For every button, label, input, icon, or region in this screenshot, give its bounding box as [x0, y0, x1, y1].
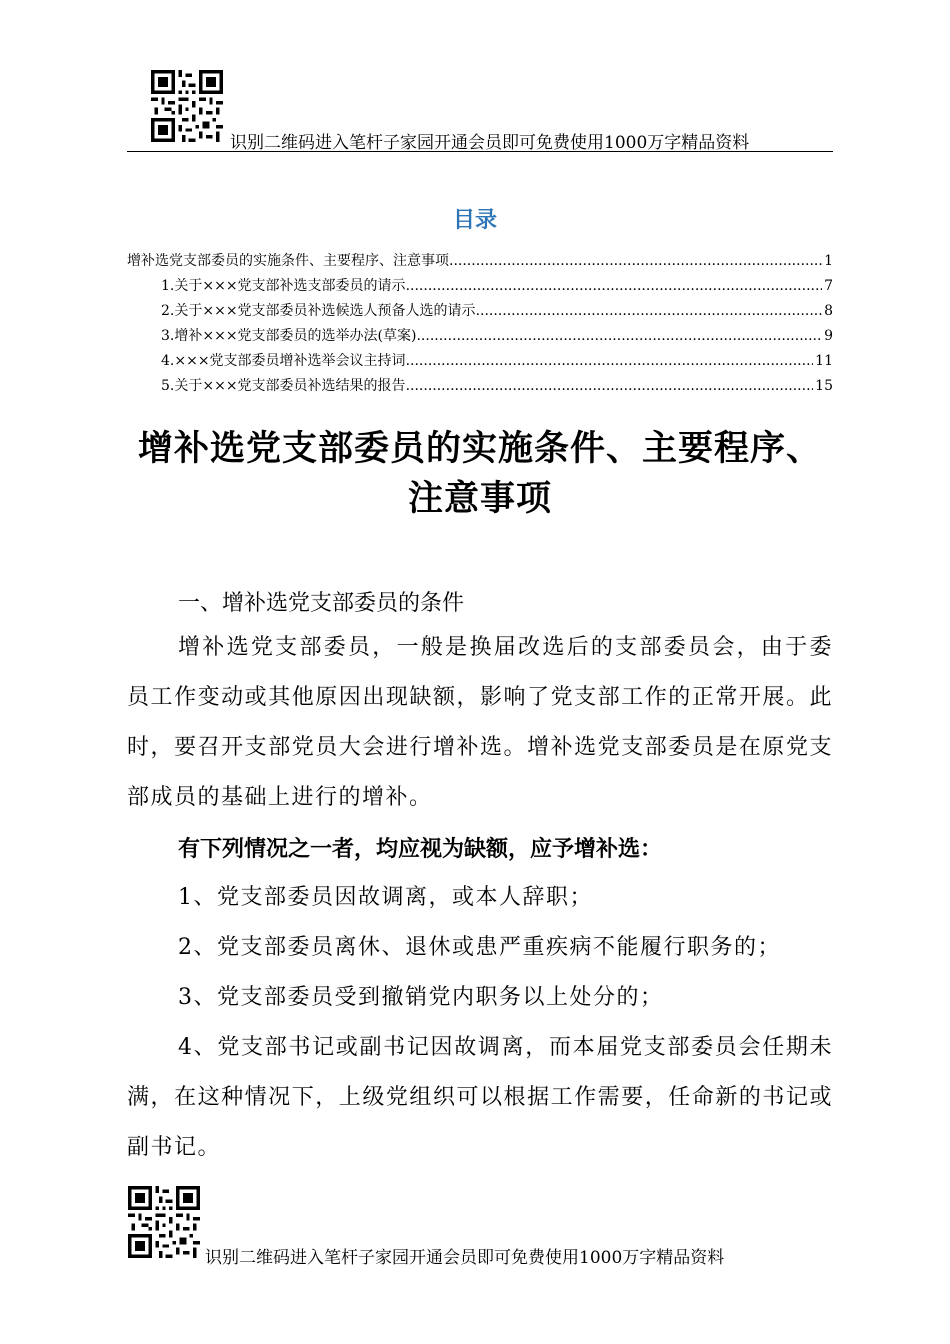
toc-item-text: 5.关于×××党支部委员补选结果的报告	[161, 378, 406, 394]
header-banner-text: 识别二维码进入笔杆子家园开通会员即可免费使用1000万字精品资料	[230, 133, 750, 153]
toc-item[interactable]	[127, 375, 833, 400]
condition-item: 4、党支部书记或副书记因故调离，而本届党支部委员会任期未满，在这种情况下，上级党组织可以根据工作需要，任命新的书记或副书记。	[127, 1035, 833, 1160]
intro-paragraph: 增补选党支部委员，一般是换届改选后的支部委员会，由于委员工作变动或其他原因出现缺额，影响了党支部工作的正常开展。此时，要召开支部党员大会进行增补选。增补选党支部委员是在原党支部成员的基础上进行的增补。	[127, 635, 833, 810]
article-title: 增补选党支部委员的实施条件、主要程序、注意事项	[137, 428, 822, 519]
table-of-contents	[127, 250, 833, 400]
toc-item-text: 2.关于×××党支部委员补选候选人预备人选的请示	[161, 303, 476, 319]
toc-leader	[406, 378, 814, 394]
footer-banner-text: 识别二维码进入笔杆子家园开通会员即可免费使用1000万字精品资料	[205, 1248, 725, 1268]
toc-item-text: 4.×××党支部委员增补选举会议主持词	[161, 353, 406, 369]
toc-title: 目录	[452, 207, 497, 233]
toc-item-page: 15	[815, 378, 833, 394]
condition-item: 2、党支部委员离休、退休或患严重疾病不能履行职务的；	[178, 935, 781, 960]
toc-item-text: 3.增补×××党支部委员的选举办法(草案)	[161, 328, 417, 344]
toc-item-page: 8	[824, 303, 833, 319]
toc-item-page: 9	[824, 328, 833, 344]
toc-item-page: 7	[824, 278, 833, 294]
toc-item[interactable]	[127, 350, 833, 375]
toc-item[interactable]	[127, 275, 833, 300]
toc-item[interactable]	[127, 325, 833, 350]
toc-item-page: 11	[815, 353, 833, 369]
condition-item: 3、党支部委员受到撤销党内职务以上处分的；	[178, 985, 664, 1010]
toc-item-page: 1	[824, 253, 833, 269]
toc-leader	[449, 253, 822, 269]
toc-leader	[416, 328, 822, 344]
toc-item-text: 增补选党支部委员的实施条件、主要程序、注意事项	[127, 253, 449, 269]
conditions-lead: 有下列情况之一者，均应视为缺额，应予增补选：	[178, 836, 663, 862]
toc-leader	[406, 353, 814, 369]
toc-item[interactable]	[127, 250, 833, 275]
toc-leader	[406, 278, 823, 294]
toc-leader	[476, 303, 823, 319]
toc-item[interactable]	[127, 300, 833, 325]
toc-item-text: 1.关于×××党支部补选支部委员的请示	[161, 278, 406, 294]
footer-qr-code-icon[interactable]	[128, 1186, 200, 1258]
condition-item: 1、党支部委员因故调离，或本人辞职；	[178, 885, 593, 910]
section-heading: 一、增补选党支部委员的条件	[178, 591, 465, 616]
header-qr-code-icon[interactable]	[151, 70, 223, 142]
header-divider	[127, 151, 833, 152]
